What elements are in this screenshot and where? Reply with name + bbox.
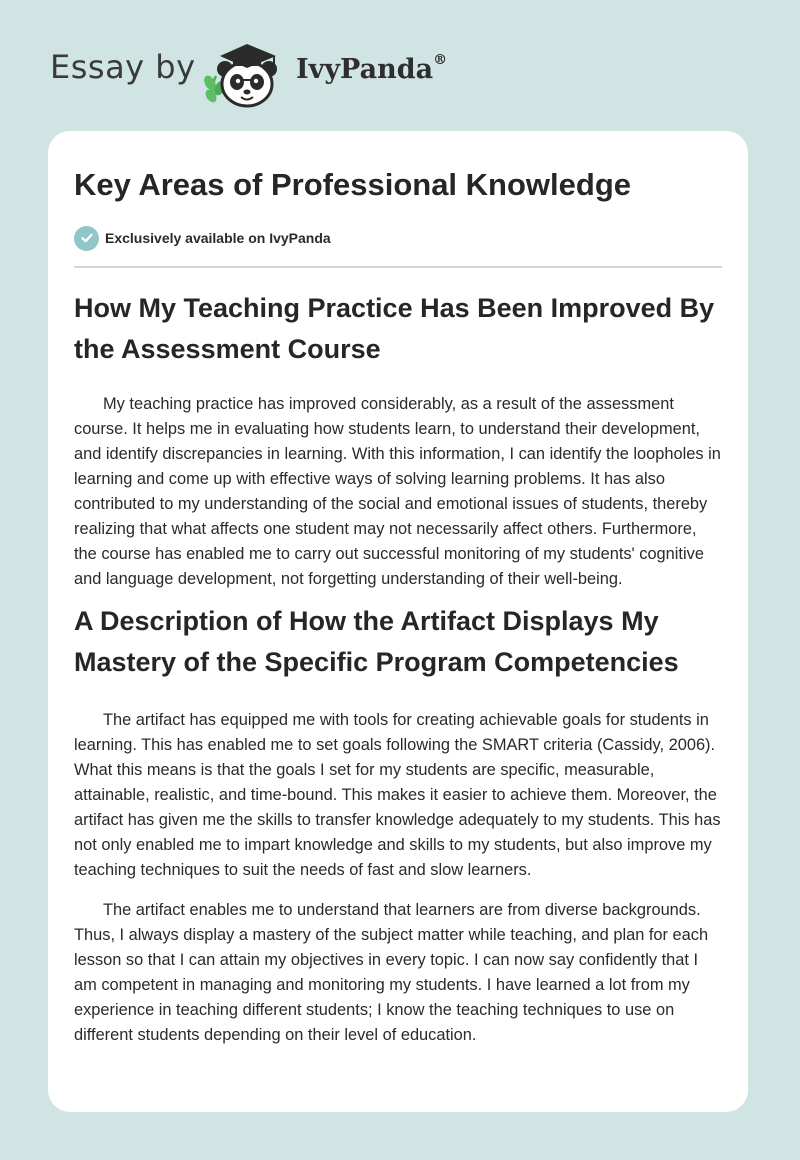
body-paragraph: The artifact enables me to understand that learners are from diverse backgrounds. Thus, I always display a mastery of the subject matter while teaching, and plan for each lesson so that I can attain my objectives in every topic. I can now say confidently that I am competent in managing and monitoring my students. I have learned a lot from my experience in teaching different students; I know the teaching techniques to use on different students depending on their level of education.	[74, 901, 709, 1044]
badge-label: Exclusively available on IvyPanda	[105, 230, 331, 246]
brand-logo-text[interactable]: IvyPanda®	[296, 52, 448, 85]
divider	[74, 266, 722, 268]
section-heading: How My Teaching Practice Has Been Improved By the Assessment Course	[74, 293, 715, 364]
body-paragraph: My teaching practice has improved considerably, as a result of the assessment course. It helps me in evaluating how students learn, to understand their development, and identify discrepancies in learning. With this information, I can identify the loopholes in learning and come up with effective ways of solving learning problems. It has also contributed to my understanding of the social and emotional issues of students, thereby realizing that what affects one student may not necessarily affect others. Furthermore, the course has enabled me to carry out successful monitoring of my students' cognitive and language development, not forgetting understanding of their well-being.	[74, 395, 721, 588]
site-header	[0, 0, 800, 130]
panda-graduate-icon	[200, 36, 292, 108]
section-heading: A Description of How the Artifact Displays My Mastery of the Specific Program Competencies	[74, 606, 679, 677]
check-circle-icon	[74, 226, 99, 251]
exclusive-badge	[74, 225, 722, 251]
body-paragraph: The artifact has equipped me with tools for creating achievable goals for students in learning. This has enabled me to set goals following the SMART criteria (Cassidy, 2006). What this means is that the goals I set for my students are specific, measurable, attainable, realistic, and time-bound. This makes it easier to achieve them. Moreover, the artifact has given me the skills to transfer knowledge adequately to my students. This has not only enabled me to impart knowledge and skills to my students, but also improve my teaching techniques to suit the needs of fast and slow learners.	[74, 711, 721, 879]
essay-card	[48, 131, 748, 1112]
registered-mark: ®	[433, 52, 448, 68]
essay-by-label: Essay by	[50, 48, 196, 86]
page-title: Key Areas of Professional Knowledge	[74, 167, 632, 202]
